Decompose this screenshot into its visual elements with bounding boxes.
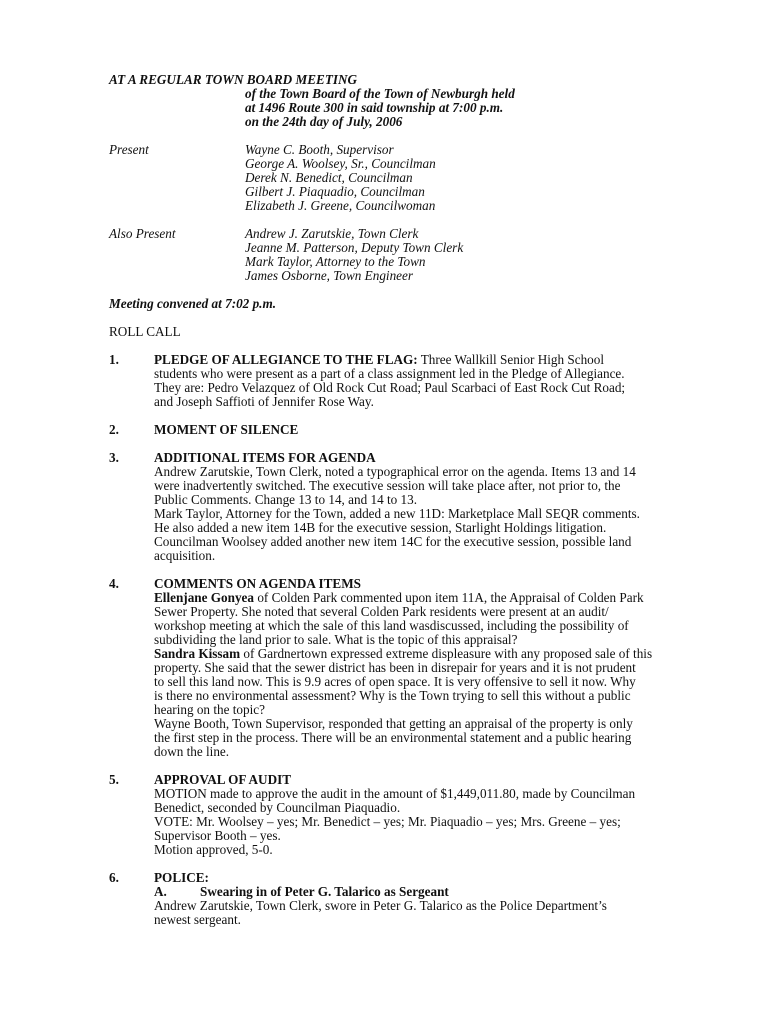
item-text: workshop meeting at which the sale of this land wasdiscussed, including the possibility of	[154, 618, 629, 633]
item-text: is there no environmental assessment? Why is the Town trying to sell this without a public	[154, 688, 631, 703]
item-text: of Gardnertown expressed extreme displeasure with any proposed sale of this	[240, 646, 653, 661]
attendee-name: Derek N. Benedict, Councilman	[245, 170, 413, 185]
attendee-name: George A. Woolsey, Sr., Councilman	[245, 156, 436, 171]
attendee-name: Wayne C. Booth, Supervisor	[245, 142, 394, 157]
meeting-convened: Meeting convened at 7:02 p.m.	[109, 296, 277, 311]
meeting-heading-line: on the 24th day of July, 2006	[245, 114, 403, 129]
meeting-heading: AT A REGULAR TOWN BOARD MEETING	[109, 72, 358, 87]
item-text: Mark Taylor, Attorney for the Town, added a new 11D: Marketplace Mall SEQR comments.	[154, 506, 640, 521]
item-text: down the line.	[154, 744, 230, 759]
item-text: Wayne Booth, Town Supervisor, responded that getting an appraisal of the property is only	[154, 716, 633, 731]
item-number: 2.	[109, 422, 119, 437]
item-text: Benedict, seconded by Councilman Piaquadio.	[154, 800, 401, 815]
speaker-name: Sandra Kissam	[154, 646, 241, 661]
item-text: the first step in the process. There will be an environmental statement and a public hearing	[154, 730, 632, 745]
item-text: Three Wallkill Senior High School	[417, 352, 605, 367]
item-text: Motion approved, 5-0.	[154, 842, 273, 857]
item-text: Supervisor Booth – yes.	[154, 828, 281, 843]
item-text: hearing on the topic?	[154, 702, 265, 717]
speaker-name: Ellenjane Gonyea	[154, 590, 255, 605]
item-text: Councilman Woolsey added another new item 14C for the executive session, possible land	[154, 534, 632, 549]
item-title: ADDITIONAL ITEMS FOR AGENDA	[154, 450, 376, 465]
speaker-line	[154, 591, 644, 605]
attendee-name: Gilbert J. Piaquadio, Councilman	[245, 184, 425, 199]
item-text: acquisition.	[154, 548, 216, 563]
item-number: 4.	[109, 576, 119, 591]
meeting-heading-line: of the Town Board of the Town of Newburgh held	[245, 86, 515, 101]
item-text: Andrew Zarutskie, Town Clerk, noted a typographical error on the agenda. Items 13 and 14	[154, 464, 636, 479]
item-text: MOTION made to approve the audit in the amount of $1,449,011.80, made by Councilman	[154, 786, 636, 801]
also-present-label: Also Present	[109, 226, 176, 241]
item-text: subdividing the land prior to sale. What is the topic of this appraisal?	[154, 632, 518, 647]
roll-call-heading: ROLL CALL	[109, 324, 181, 339]
item-text: They are: Pedro Velazquez of Old Rock Cut Road; Paul Scarbaci of East Rock Cut Road;	[154, 380, 626, 395]
item-text: Sewer Property. She noted that several Colden Park residents were present at an audit/	[154, 604, 609, 619]
item-title: APPROVAL OF AUDIT	[154, 772, 292, 787]
attendee-name: Mark Taylor, Attorney to the Town	[245, 254, 426, 269]
item-number: 6.	[109, 870, 119, 885]
attendee-name: Andrew J. Zarutskie, Town Clerk	[245, 226, 419, 241]
item-number: 1.	[109, 352, 119, 367]
item-text: VOTE: Mr. Woolsey – yes; Mr. Benedict – yes; Mr. Piaquadio – yes; Mrs. Greene – yes;	[154, 814, 621, 829]
subitem-letter: A.	[154, 884, 167, 899]
item-text: He also added a new item 14B for the executive session, Starlight Holdings litigation.	[154, 520, 607, 535]
subitem-title: Swearing in of Peter G. Talarico as Sergeant	[200, 884, 449, 899]
item-text: to sell this land now. This is 9.9 acres of open space. It is very offensive to sell it now. Why	[154, 674, 636, 689]
attendee-name: James Osborne, Town Engineer	[245, 268, 414, 283]
item-number: 5.	[109, 772, 119, 787]
item-number: 3.	[109, 450, 119, 465]
item-title: PLEDGE OF ALLEGIANCE TO THE FLAG:	[154, 352, 418, 367]
attendee-name: Jeanne M. Patterson, Deputy Town Clerk	[245, 240, 464, 255]
item-text: and Joseph Saffioti of Jennifer Rose Way.	[154, 394, 374, 409]
item-text: newest sergeant.	[154, 912, 241, 927]
item-text: students who were present as a part of a class assignment led in the Pledge of Allegiance.	[154, 366, 625, 381]
speaker-line	[154, 647, 652, 661]
item-title: MOMENT OF SILENCE	[154, 422, 299, 437]
item-text: property. She said that the sewer district has been in disrepair for years and it is not prudent	[154, 660, 636, 675]
item-1-first-line	[154, 353, 604, 367]
item-title: COMMENTS ON AGENDA ITEMS	[154, 576, 361, 591]
item-text: Andrew Zarutskie, Town Clerk, swore in Peter G. Talarico as the Police Department’s	[154, 898, 607, 913]
meeting-heading-line: at 1496 Route 300 in said township at 7:00 p.m.	[245, 100, 504, 115]
item-text: Public Comments. Change 13 to 14, and 14 to 13.	[154, 492, 418, 507]
present-label: Present	[109, 142, 149, 157]
item-text: of Colden Park commented upon item 11A, the Appraisal of Colden Park	[254, 590, 644, 605]
item-title: POLICE:	[154, 870, 209, 885]
item-text: were inadvertently switched. The executive session will take place after, not prior to, the	[154, 478, 621, 493]
attendee-name: Elizabeth J. Greene, Councilwoman	[245, 198, 436, 213]
